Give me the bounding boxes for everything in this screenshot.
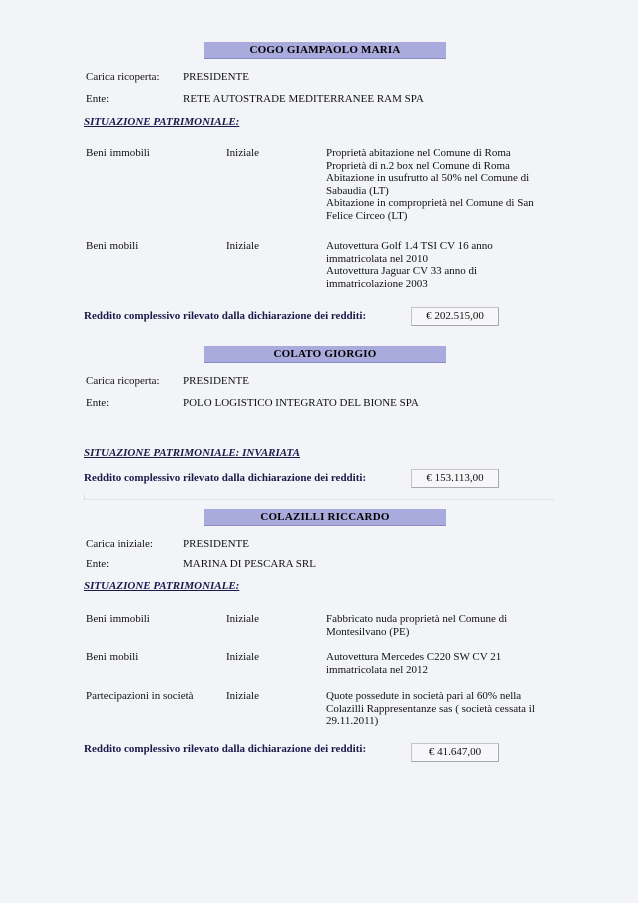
ente-value: POLO LOGISTICO INTEGRATO DEL BIONE SPA <box>183 397 419 409</box>
person-name-header: COGO GIAMPAOLO MARIA <box>204 42 446 59</box>
asset-description-line: immatricolata nel 2010 <box>326 252 429 265</box>
reddito-label: Reddito complessivo rilevato dalla dichiarazione dei redditi: <box>84 310 367 322</box>
ente-label: Ente: <box>86 397 110 409</box>
asset-description-line: Quote possedute in società pari al 60% nella <box>326 690 522 702</box>
asset-status: Iniziale <box>226 690 259 702</box>
asset-type: Beni immobili <box>86 147 150 159</box>
ente-value: RETE AUTOSTRADE MEDITERRANEE RAM SPA <box>183 93 424 105</box>
carica-value: PRESIDENTE <box>183 71 249 83</box>
asset-description <box>326 240 561 290</box>
person-name-header: COLATO GIORGIO <box>204 346 446 363</box>
asset-description <box>326 651 561 676</box>
asset-type: Beni immobili <box>86 613 150 625</box>
asset-description-line: Autovettura Golf 1.4 TSI CV 16 anno <box>326 240 493 252</box>
person-name-header: COLAZILLI RICCARDO <box>204 509 446 526</box>
asset-description-line: Autovettura Mercedes C220 SW CV 21 <box>326 651 502 663</box>
asset-description-line: Felice Circeo (LT) <box>326 209 408 222</box>
asset-description-line: Autovettura Jaguar CV 33 anno di <box>326 265 478 278</box>
carica-label: Carica ricoperta: <box>86 375 160 387</box>
asset-description-line: Sabaudia (LT) <box>326 184 389 197</box>
ente-label: Ente: <box>86 558 110 570</box>
reddito-amount: € 153.113,00 <box>411 469 499 488</box>
ente-value: MARINA DI PESCARA SRL <box>183 558 316 570</box>
asset-status: Iniziale <box>226 147 259 159</box>
asset-description-line: Proprietà abitazione nel Comune di Roma <box>326 147 511 159</box>
asset-description <box>326 613 561 638</box>
reddito-amount: € 202.515,00 <box>411 307 499 326</box>
asset-status: Iniziale <box>226 240 259 252</box>
asset-type: Beni mobili <box>86 240 139 252</box>
asset-description-line: Fabbricato nuda proprietà nel Comune di <box>326 613 508 625</box>
asset-description <box>326 147 561 223</box>
ente-label: Ente: <box>86 93 110 105</box>
asset-description <box>326 690 561 728</box>
asset-description-line: Abitazione in usufrutto al 50% nel Comune di <box>326 172 530 185</box>
reddito-amount: € 41.647,00 <box>411 743 499 762</box>
asset-description-line: Abitazione in comproprietà nel Comune di San <box>326 197 534 210</box>
section-divider <box>84 499 554 500</box>
carica-label: Carica ricoperta: <box>86 71 160 83</box>
reddito-label: Reddito complessivo rilevato dalla dichiarazione dei redditi: <box>84 472 367 484</box>
asset-description-line: Proprietà di n.2 box nel Comune di Roma <box>326 159 510 172</box>
situazione-heading: SITUAZIONE PATRIMONIALE: <box>84 116 240 128</box>
asset-status: Iniziale <box>226 613 259 625</box>
situazione-heading: SITUAZIONE PATRIMONIALE: INVARIATA <box>84 447 300 459</box>
carica-label: Carica iniziale: <box>86 538 153 550</box>
carica-value: PRESIDENTE <box>183 538 249 550</box>
situazione-heading: SITUAZIONE PATRIMONIALE: <box>84 580 240 592</box>
asset-description-line: 29.11.2011) <box>326 715 379 728</box>
asset-status: Iniziale <box>226 651 259 663</box>
asset-description-line: immatricolazione 2003 <box>326 277 428 290</box>
asset-type: Beni mobili <box>86 651 139 663</box>
asset-description-line: immatricolata nel 2012 <box>326 663 429 676</box>
asset-description-line: Colazilli Rappresentanze sas ( società cessata il <box>326 702 535 715</box>
reddito-label: Reddito complessivo rilevato dalla dichiarazione dei redditi: <box>84 743 367 755</box>
asset-description-line: Montesilvano (PE) <box>326 625 410 638</box>
asset-type: Partecipazioni in società <box>86 690 194 702</box>
carica-value: PRESIDENTE <box>183 375 249 387</box>
